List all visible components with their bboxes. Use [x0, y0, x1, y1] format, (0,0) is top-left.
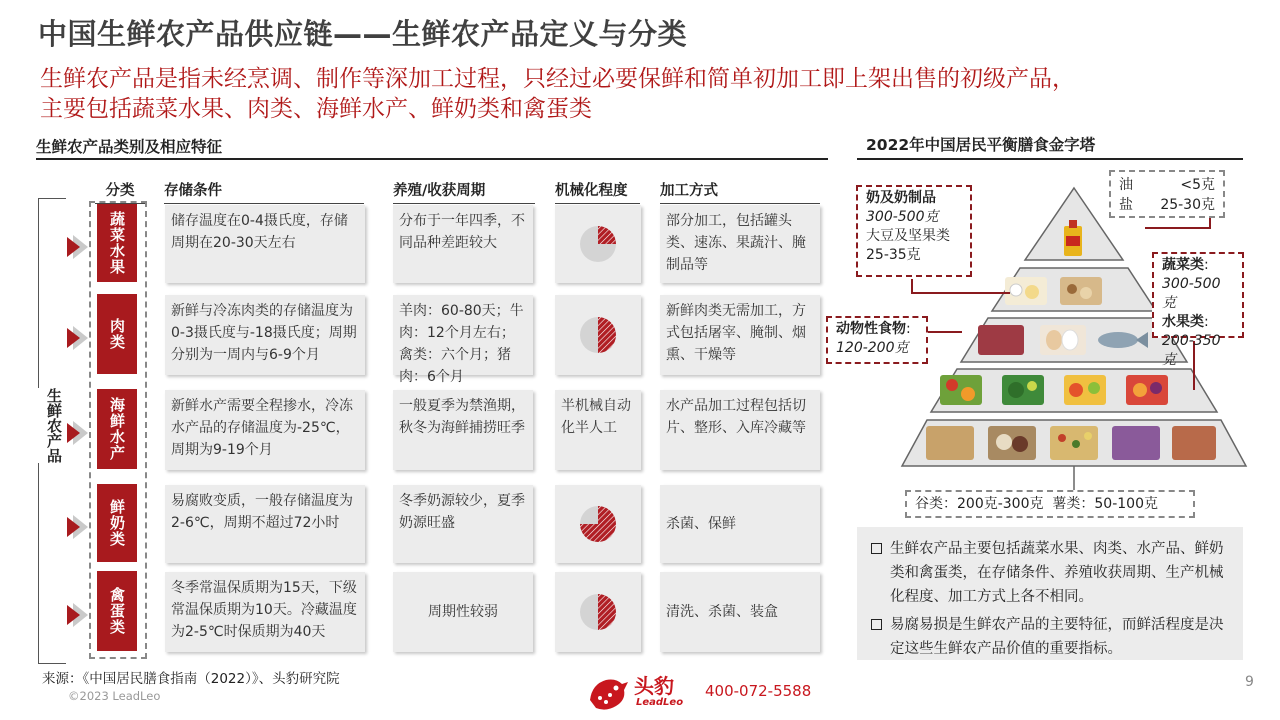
processing-cell: 部分加工，包括罐头类、速冻、果蔬汁、腌制品等	[660, 205, 820, 283]
fruit-label: 水果类	[1162, 314, 1204, 330]
storage-cell: 储存温度在0-4摄氏度，存储周期在20-30天左右	[165, 205, 365, 283]
tuber-image-1	[1112, 426, 1160, 460]
category-cell	[97, 204, 137, 282]
pie-slice	[598, 317, 616, 353]
salt-label: 盐	[1119, 197, 1133, 213]
cycle-cell: 周期性较弱	[393, 572, 533, 652]
phone-number: 400-072-5588	[705, 682, 812, 700]
col-head-processing: 加工方式	[660, 179, 820, 204]
source-note: 来源：《中国居民膳食指南（2022）》、头豹研究院	[42, 671, 340, 687]
oil-salt-box	[1109, 170, 1225, 218]
col-head-cycle: 养殖/收获周期	[393, 179, 535, 204]
cycle-cell: 一般夏季为禁渔期，秋冬为海鲜捕捞旺季	[393, 390, 533, 470]
mechanization-pie-chart	[579, 316, 617, 354]
mechanization-cell	[555, 295, 641, 375]
meat-image	[978, 325, 1024, 355]
storage-cell: 新鲜与冷冻肉类的存储温度为0-3摄氏度与-18摄氏度；周期分别为一周内与6-9个月	[165, 295, 365, 375]
checkbox-icon	[871, 619, 882, 630]
brand-cn: 头豹	[634, 674, 674, 698]
row-arrow-icon	[67, 423, 80, 443]
category-label: 禽蛋类	[108, 587, 126, 635]
mechanization-pie-chart	[579, 505, 617, 543]
oil-label: 油	[1119, 177, 1133, 193]
animal-amount: 120-200克	[836, 340, 909, 356]
fruit-amount: 200-350克	[1162, 333, 1221, 368]
tuber-image-2	[1172, 426, 1216, 460]
processing-cell: 水产品加工过程包括切片、整形、入库冷藏等	[660, 390, 820, 470]
processing-cell: 清洗、杀菌、装盒	[660, 572, 820, 652]
animal-label-box: 动物性食物: 120-200克	[826, 316, 928, 364]
category-cell	[97, 389, 137, 469]
row-arrow-icon	[67, 517, 80, 537]
row-arrow-icon	[67, 237, 80, 257]
storage-cell: 易腐败变质，一般存储温度为2-6℃，周期不超过72小时	[165, 485, 365, 563]
vegetables-image-1	[940, 375, 982, 405]
col-head-category: 分类	[95, 179, 145, 204]
salt-amount: 25-30克	[1160, 197, 1215, 213]
pyramid-heading: 2022年中国居民平衡膳食金字塔	[866, 136, 1096, 154]
copyright: ©2023 LeadLeo	[68, 689, 161, 703]
dairy-label: 奶及奶制品	[866, 190, 936, 206]
row-arrow-icon	[67, 328, 80, 348]
mechanization-cell	[555, 572, 641, 652]
mechanization-pie-chart	[579, 593, 617, 631]
info-bullet-text-2: 易腐易损是生鲜农产品的主要特征，而鲜活程度是决定这些生鲜农产品价值的重要指标。	[890, 617, 1224, 657]
oil-amount: <5克	[1180, 177, 1215, 193]
processing-cell: 新鲜肉类无需加工，方式包括屠宰、腌制、烟熏、干燥等	[660, 295, 820, 375]
dairy-amount: 300-500克	[866, 209, 939, 225]
veg-amount: 300-500克	[1162, 276, 1221, 311]
category-cell	[97, 484, 137, 562]
subtitle-line-1: 生鲜农产品是指未经烹调、制作等深加工过程，只经过必要保鲜和简单初加工即上架出售的初级产品，	[40, 66, 1075, 92]
storage-cell: 新鲜水产需要全程掺水，冷冻水产品的存储温度为-25℃，周期为9-19个月	[165, 390, 365, 470]
category-cell	[97, 294, 137, 374]
side-label: 生鲜农产品	[38, 388, 62, 463]
category-label: 鲜奶类	[108, 499, 126, 547]
mechanization-cell: 半机械自动化半人工	[555, 390, 641, 470]
category-label: 肉类	[108, 318, 126, 350]
left-section-heading: 生鲜农产品类别及相应特征	[36, 138, 223, 156]
left-section-rule	[36, 158, 828, 160]
info-bullet-text-1: 生鲜农产品主要包括蔬菜水果、肉类、水产品、鲜奶类和禽蛋类，在存储条件、养殖收获周期、生产机械化程度、加工方式上各不相同。	[890, 541, 1224, 605]
grain-image-2	[988, 426, 1036, 460]
info-bullet-2	[871, 613, 1229, 661]
info-bullet-1	[871, 537, 1229, 609]
pyramid-rule	[857, 158, 1243, 160]
brand-en: LeadLeo	[636, 697, 684, 708]
row-arrow-icon	[67, 605, 80, 625]
animal-label: 动物性食物	[836, 321, 906, 337]
checkbox-icon	[871, 543, 882, 554]
mechanization-cell	[555, 485, 641, 563]
beans-label: 大豆及坚果类	[866, 228, 950, 244]
pie-slice	[598, 594, 616, 630]
subtitle-line-2: 主要包括蔬菜水果、肉类、海鲜水产、鲜奶类和禽蛋类	[40, 96, 592, 122]
col-head-mechanization: 机械化程度	[555, 179, 640, 204]
dairy-label-box	[856, 185, 972, 277]
category-cell	[97, 571, 137, 651]
veg-label: 蔬菜类	[1162, 257, 1204, 273]
storage-cell: 冬季常温保质期为15天，下级常温保质期为10天。冷藏温度为2-5℃时保质期为40天	[165, 572, 365, 652]
veg-label-box: 蔬菜类: 300-500克 水果类: 200-350克	[1152, 252, 1244, 338]
oil-connector	[1145, 218, 1210, 228]
pie-slice	[598, 226, 616, 244]
grain-label-box: 谷类：200克-300克 薯类：50-100克	[905, 490, 1195, 518]
category-label: 海鲜水产	[108, 397, 126, 461]
beans-amount: 25-35克	[866, 247, 921, 263]
dairy-connector	[912, 279, 1010, 293]
category-label: 蔬菜水果	[108, 211, 126, 275]
col-head-storage: 存储条件	[164, 179, 364, 204]
cycle-cell: 冬季奶源较少，夏季奶源旺盛	[393, 485, 533, 563]
grain-image-1	[926, 426, 974, 460]
mechanization-cell	[555, 205, 641, 283]
mechanization-pie-chart	[579, 225, 617, 263]
page-number: 9	[1245, 674, 1254, 690]
leadleo-logo-icon	[586, 670, 630, 714]
cycle-cell: 分布于一年四季，不同品种差距较大	[393, 205, 533, 283]
page-title: 中国生鲜农产品供应链——生鲜农产品定义与分类	[38, 17, 688, 51]
processing-cell: 杀菌、保鲜	[660, 485, 820, 563]
cycle-cell: 羊肉：60-80天；牛肉：12个月左右；禽类：六个月；猪肉：6个月	[393, 295, 533, 375]
info-box	[857, 527, 1243, 660]
